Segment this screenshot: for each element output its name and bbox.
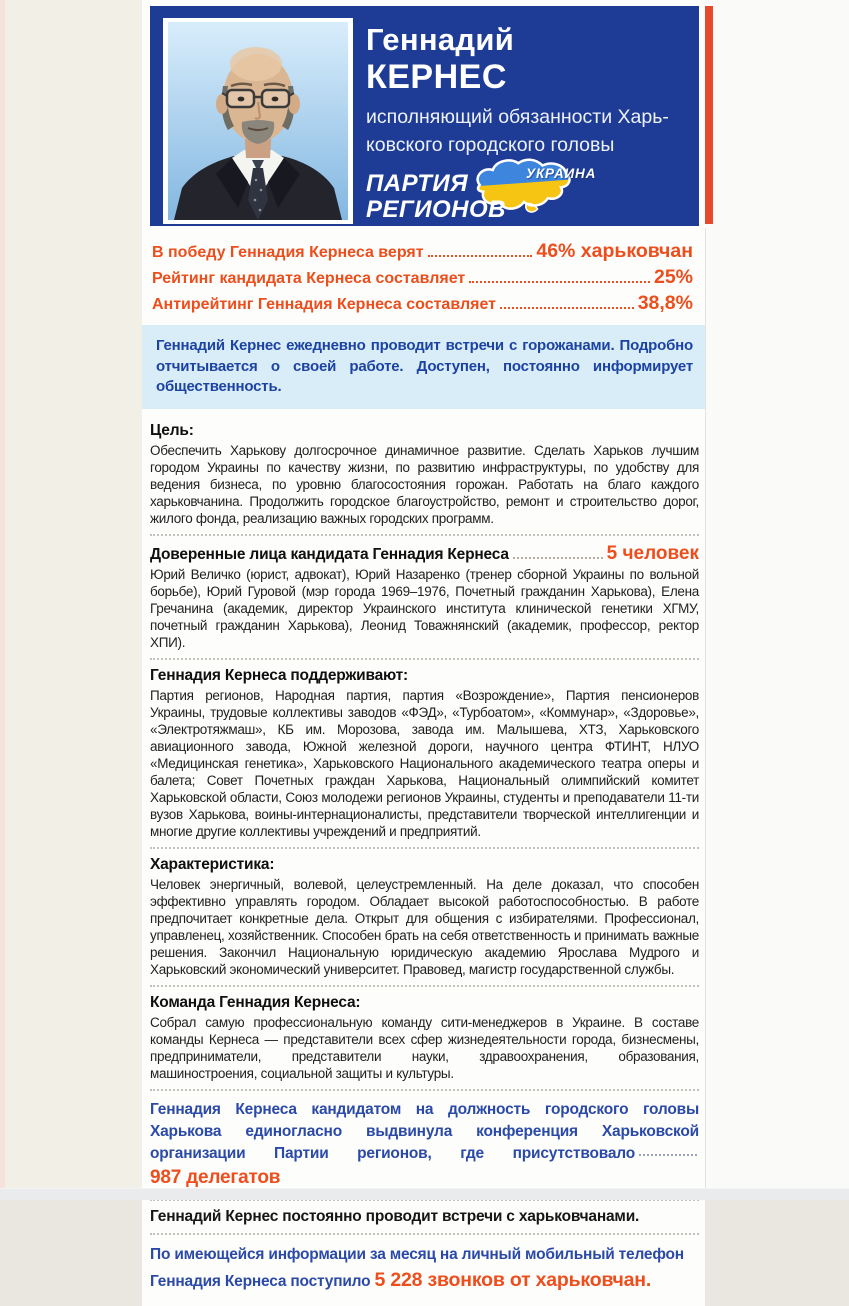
header-banner [150,6,699,226]
section-title: Геннадия Кернеса поддерживают: [150,667,408,685]
meetings-note [150,1199,699,1233]
section-body: Партия регионов, Народная партия, партия «Возрождение», Партия пенсионеров Украины, трудовые коллективы заводов «ФЭД», «Турбоатом», «Коммунар», «Здоровье», «Электротяжмаш», КБ им. Морозова, завода им. Малышева, ХТЗ, Харьковского авиационного завода, Южной железной дороги, научного центра ФТИНТ, НЛУО «Медицинская генетика», Харьковского Национального академического театра оперы и балета; Совет Почетных граждан Харькова, Национальный олимпийский комитет Харьковской области, Союз молодежи регионов Украины, студенты и преподаватели 11-ти вузов Харькова, воины-интернационалисты, представители творческой интеллигенции и многие другие коллективы учреждений и предприятий. [150,688,699,840]
section-title: Команда Геннадия Кернеса: [150,994,361,1012]
callout-text: Геннадий Кернес ежедневно проводит встречи с горожанами. Подробно отчитывается о своей работе. Доступен, постоянно информирует общественность. [156,337,693,396]
meetings-text: Геннадий Кернес постоянно проводит встречи с харьковчанами. [150,1208,640,1226]
candidate-portrait-illustration [167,22,349,220]
stat-value: 25% [653,266,693,288]
section-body: Человек энергичный, волевой, целеустремленный. На деле доказал, что способен эффективно управлять городом. Обладает высокой работоспособностью. В работе предпочитает конкретные дела. Открыт для общения с избирателями. Профессионал, управленец, хозяйственник. Способен брать на себя ответственность и принимать важные решения. Закончил Национальную юридическую академию Ярослава Мудрого и Харьковский экономический университет. Правовед, магистр государственной службы. [150,877,699,978]
section-characteristics [150,847,699,985]
dotted-leader [469,281,650,283]
party-name-line-2: РЕГИОНОВ [366,196,507,223]
phone-text-span: По имеющейся информации за месяц на личный мобильный телефон Геннадия Кернеса поступило [150,1246,684,1291]
scan-bottom-edge [0,1188,849,1200]
phone-text [150,1243,699,1296]
trusted-persons-count: 5 человек [606,543,699,565]
conference-nomination [150,1089,699,1199]
candidate-position [366,103,669,159]
stat-row-antirating [152,292,693,315]
candidate-first-name: Геннадий [366,22,515,57]
party-of-regions-logo [366,154,706,224]
section-title: Характеристика: [150,856,275,874]
candidate-photo [163,18,353,224]
stat-value: 38,8% [637,292,693,314]
dotted-leader [513,557,603,559]
section-body: Обеспечить Харькову долгосрочное динамичное развитие. Сделать Харьков лучшим городом Украины по качеству жизни, по развитию инфраструктуры, по удобству для ведения бизнеса, по уровню благосостояния горожан. Работать на благо каждого харьковчанина. Продолжить городское благоустройство, ремонт и строительство дорог, жилого фонда, реализацию важных городских программ. [150,443,699,527]
rating-stats [152,240,693,315]
delegates-count: 987 делегатов [150,1167,281,1189]
dotted-leader [639,1154,697,1156]
dotted-leader [500,307,634,309]
stat-label: Антирейтинг Геннадия Кернеса составляет [152,296,496,313]
section-supporters [150,658,699,847]
conference-text [150,1099,699,1192]
leaflet-content [142,0,705,1306]
party-name-line-1: ПАРТИЯ [366,170,469,197]
section-goal [150,415,699,534]
calls-count: 5 228 звонков от харьковчан. [374,1269,652,1292]
stat-row-rating [152,266,693,289]
page-fold-line [705,228,706,1188]
section-title: Доверенные лица кандидата Геннадия Кернеса [150,546,509,564]
position-line-2: ковского городского головы [366,134,615,156]
country-label: УКРАИНА [526,166,597,181]
section-trusted-persons [150,534,699,658]
scan-right-margin [712,0,849,1200]
section-body: Собрал самую профессиональную команду сити-менеджеров в Украине. В составе команды Кернеса — представители всех сфер жизнедеятельности города, бизнесмены, предприниматели, представители науки, здравоохранения, образования, машиностроения, социальной защиты и культуры. [150,1015,699,1082]
dotted-leader [428,255,533,257]
scan-left-margin [0,0,142,1200]
stat-value: 46% харьковчан [536,240,693,262]
section-title: Цель: [150,422,194,440]
stat-row-victory [152,240,693,263]
header-red-edge-strip [705,6,713,224]
section-team [150,985,699,1089]
conference-text-span: Геннадия Кернеса кандидатом на должность городского головы Харькова единогласно выдвинула конференция Харьковской организации Партии регионов, где присутствовало [150,1101,699,1163]
candidate-last-name: КЕРНЕС [366,58,507,96]
daily-meetings-callout [142,325,705,409]
stat-label: В победу Геннадия Кернеса верят [152,244,424,261]
stat-label: Рейтинг кандидата Кернеса составляет [152,270,466,287]
trusted-persons-title-row [150,543,699,566]
position-line-1: исполняющий обязанности Харь- [366,106,669,128]
phone-calls-note [150,1233,699,1306]
section-body: Юрий Величко (юрист, адвокат), Юрий Назаренко (тренер сборной Украины по вольной борьбе), Юрий Гуровой (мэр города 1969–1976, Почетный гражданин Харькова), Елена Гречанина (академик, директор Украинского института клинической генетики ХГМУ, почетный гражданин Харькова), Леонид Товажнянский (академик, профессор, ректор ХПИ). [150,567,699,651]
scan-left-edge [0,0,5,1200]
